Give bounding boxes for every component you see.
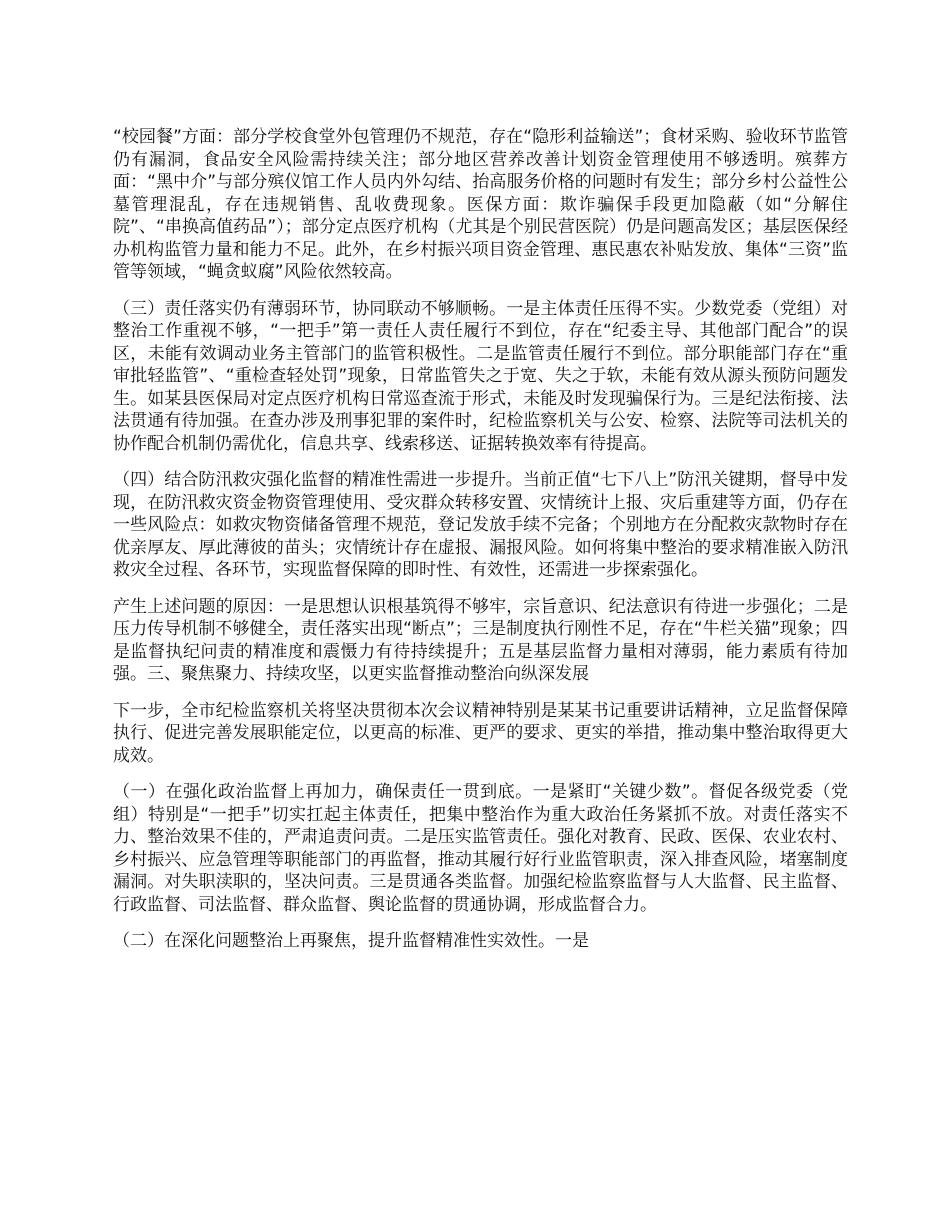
paragraph-problem-rectification: （二）在深化问题整治上再聚焦，提升监督精准性实效性。一是 — [113, 931, 589, 951]
paragraph-section-three-responsibility: （三）责任落实仍有薄弱环节，协同联动不够顺畅。一是主体责任压得不实。少数党委（党组）对整治工作重视不够，“一把手”第一责任人责任履行不到位，存在“纪委主导、其他部门配合”的误区，未能有效调动业务主管部门的监管积极性。二是监管责任履行不到位。部分职能部门存在“重审批轻监管”、“重检查轻处罚”现象，日常监管失之于宽、失之于软，未能有效从源头预防问题发生。如某县医保局对定点医疗机构日常巡查流于形式，未能及时发现骗保行为。三是纪法衔接、法法贯通有待加强。在查办涉及刑事犯罪的案件时，纪检监察机关与公安、检察、法院等司法机关的协作配合机制仍需优化，信息共享、线索移送、证据转换效率有待提高。 — [113, 298, 848, 454]
paragraph-section-four-flood-relief: （四）结合防汛救灾强化监督的精准性需进一步提升。当前正值“七下八上”防汛关键期，督导中发现，在防汛救灾资金物资管理使用、受灾群众转移安置、灾情统计上报、灾后重建等方面，仍存在一些风险点：如救灾物资储备管理不规范，登记发放手续不完备；个别地方在分配救灾款物时存在优亲厚友、厚此薄彼的苗头；灾情统计存在虚报、漏报风险。如何将集中整治的要求精准嵌入防汛救灾全过程、各环节，实现监督保障的即时性、有效性，还需进一步探索强化。 — [113, 470, 848, 580]
paragraph-canteen-funeral-medical: “校园餐”方面：部分学校食堂外包管理仍不规范，存在“隐形利益输送”；食材采购、验收环节监管仍有漏洞，食品安全风险需持续关注；部分地区营养改善计划资金管理使用不够透明。殡葬方面：“黑中介”与部分殡仪馆工作人员内外勾结、抬高服务价格的问题时有发生；部分乡村公益性公墓管理混乱，存在违规销售、乱收费现象。医保方面：欺诈骗保手段更加隐蔽（如“分解住院”、“串换高值药品”）；部分定点医疗机构（尤其是个别民营医院）仍是问题高发区；基层医保经办机构监管力量和能力不足。此外，在乡村振兴项目资金管理、惠民惠农补贴发放、集体“三资”监管等领域，“蝇贪蚁腐”风险依然较高。 — [113, 127, 848, 282]
paragraph-causes: 产生上述问题的原因：一是思想认识根基筑得不够牢，宗旨意识、纪法意识有待进一步强化；二是压力传导机制不够健全，责任落实出现“断点”；三是制度执行刚性不足，存在“牛栏关猫”现象；四是监督执纪问责的精准度和震慑力有待持续提升；五是基层监督力量相对薄弱，能力素质有待加强。三、聚焦聚力、持续攻坚，以更实监督推动整治向纵深发展 — [113, 596, 848, 684]
paragraph-political-supervision: （一）在强化政治监督上再加力，确保责任一贯到底。一是紧盯“关键少数”。督促各级党委（党组）特别是“一把手”切实扛起主体责任，把集中整治作为重大政治任务紧抓不放。对责任落实不力、整治效果不佳的，严肃追责问责。二是压实监管责任。强化对教育、民政、医保、农业农村、乡村振兴、应急管理等职能部门的再监督，推动其履行好行业监管职责，深入排查风险，堵塞制度漏洞。对失职渎职的，坚决问责。三是贯通各类监督。加强纪检监察监督与人大监督、民主监督、行政监督、司法监督、群众监督、舆论监督的贯通协调，形成监督合力。 — [113, 782, 848, 915]
paragraph-next-steps: 下一步，全市纪检监察机关将坚决贯彻本次会议精神特别是某某书记重要讲话精神，立足监督保障执行、促进完善发展职能定位，以更高的标准、更严的要求、更实的举措，推动集中整治取得更大成效。 — [113, 700, 848, 766]
document-body — [113, 126, 848, 967]
